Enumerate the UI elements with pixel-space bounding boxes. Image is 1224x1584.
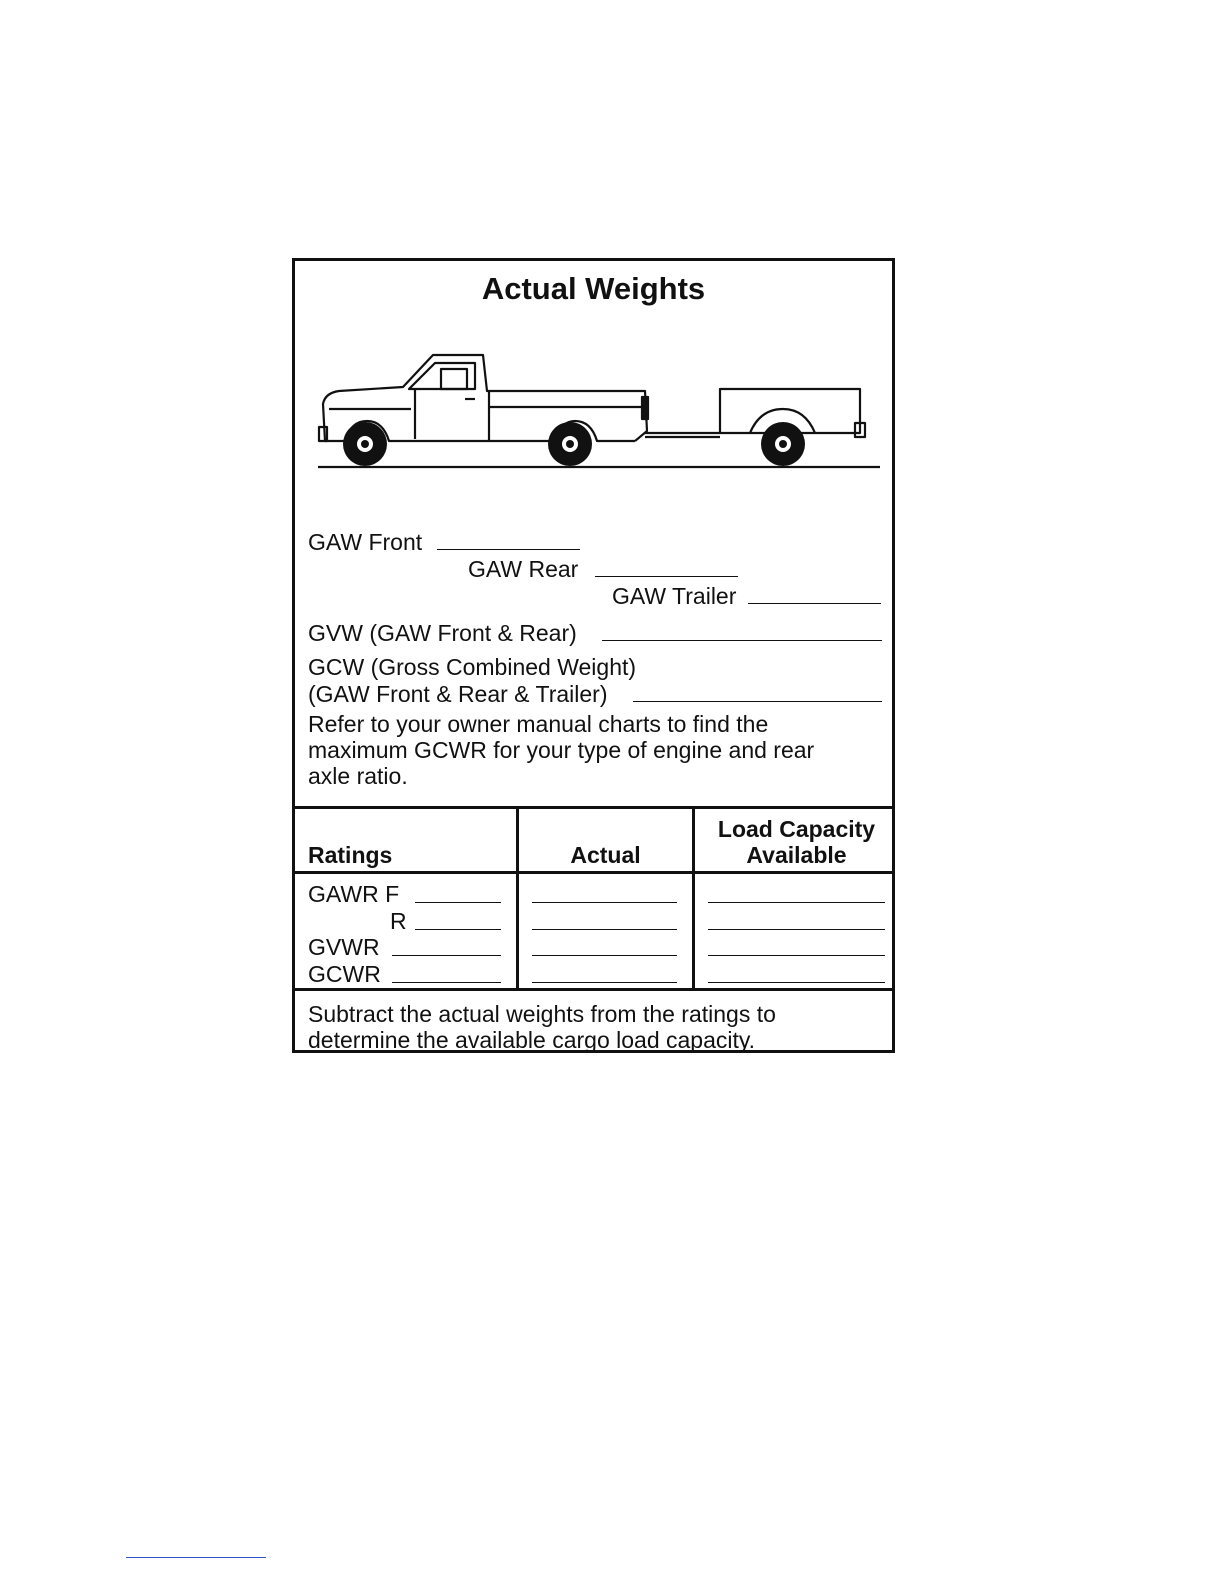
gaw-front-label: GAW Front — [308, 529, 423, 555]
gaw-trailer-field[interactable] — [748, 603, 881, 604]
rating-label-gcwr: GCWR — [308, 961, 381, 987]
available-field[interactable] — [708, 902, 885, 903]
rating-field[interactable] — [392, 982, 501, 983]
gaw-rear-label: GAW Rear — [468, 556, 579, 582]
actual-field[interactable] — [532, 955, 677, 956]
worksheet-title: Actual Weights — [481, 271, 706, 306]
column-header-available: Available — [746, 842, 847, 868]
rating-field[interactable] — [415, 929, 501, 930]
rating-label-gvwr: GVWR — [308, 934, 380, 960]
rating-field[interactable] — [392, 955, 501, 956]
gcw-field[interactable] — [633, 701, 882, 702]
truck-trailer-illustration — [315, 349, 885, 474]
gvw-field[interactable] — [602, 640, 882, 641]
rating-label-gawr-r: R — [390, 908, 407, 934]
instruction-line-3: axle ratio. — [308, 763, 408, 789]
rating-label-gawr-f: GAWR F — [308, 881, 400, 907]
column-header-ratings: Ratings — [308, 842, 393, 868]
gcw-label-line-1: GCW (Gross Combined Weight) — [308, 654, 637, 680]
ratings-table — [295, 806, 892, 991]
page-footer-rule — [126, 1557, 266, 1558]
available-field[interactable] — [708, 929, 885, 930]
gcw-label-line-2: (GAW Front & Rear & Trailer) — [308, 681, 608, 707]
available-field[interactable] — [708, 982, 885, 983]
instruction-line-1: Refer to your owner manual charts to find the — [308, 711, 769, 737]
gaw-rear-field[interactable] — [595, 576, 738, 577]
available-field[interactable] — [708, 955, 885, 956]
footer-note — [308, 1001, 776, 1053]
instruction-line-2: maximum GCWR for your type of engine and rear — [308, 737, 815, 763]
gaw-front-field[interactable] — [437, 549, 580, 550]
table-header-rule — [295, 871, 892, 874]
actual-weights-worksheet — [292, 258, 895, 1053]
column-header-load-capacity: Load Capacity — [717, 816, 876, 842]
footer-line-2: determine the available cargo load capacity. — [308, 1027, 756, 1053]
actual-field[interactable] — [532, 902, 677, 903]
table-divider — [516, 809, 519, 988]
rating-field[interactable] — [415, 902, 501, 903]
actual-field[interactable] — [532, 929, 677, 930]
gaw-trailer-label: GAW Trailer — [612, 583, 737, 609]
footer-line-1: Subtract the actual weights from the ratings to — [308, 1001, 776, 1027]
column-header-actual: Actual — [570, 842, 641, 868]
gvw-label: GVW (GAW Front & Rear) — [308, 620, 577, 646]
actual-field[interactable] — [532, 982, 677, 983]
